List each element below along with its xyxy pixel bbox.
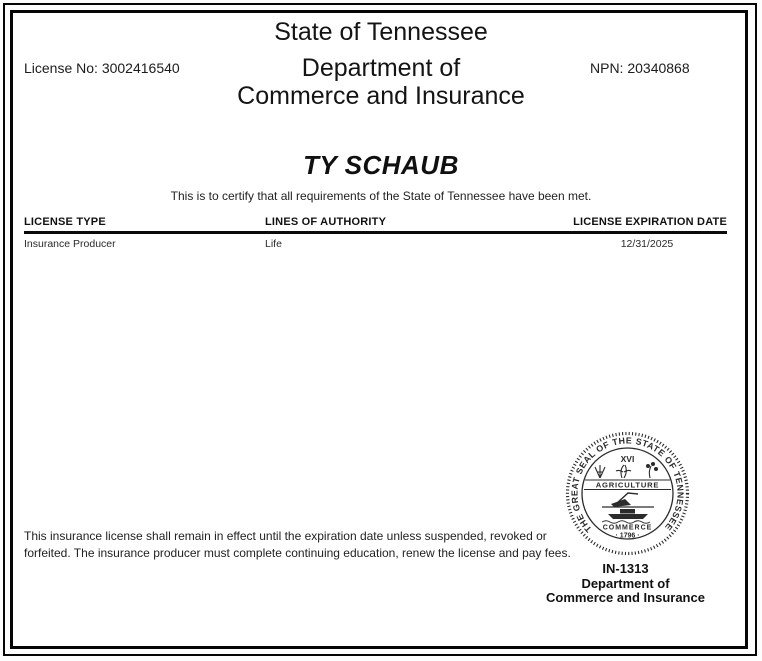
footer-dept-line1: Department of xyxy=(581,575,670,591)
seal-riverboat-icon xyxy=(602,509,650,523)
npn-number: NPN: 20340868 xyxy=(590,60,690,76)
seal-ring-text: THE GREAT SEAL OF THE STATE OF TENNESSEE xyxy=(569,435,686,535)
cell-expiration-date: 12/31/2025 xyxy=(620,238,674,250)
tennessee-state-seal-icon xyxy=(564,430,691,557)
seal-year-label: · 1796 · xyxy=(615,532,640,540)
footer-dept-line2: Commerce and Insurance xyxy=(546,590,705,605)
header-license-expiration-date: LICENSE EXPIRATION DATE xyxy=(573,216,727,228)
disclaimer-line2: forfeited. The insurance producer must complete continuing education, renew the license and pay fees. xyxy=(24,545,571,560)
seal-agriculture-label: AGRICULTURE xyxy=(595,480,660,490)
department-line1: Department of xyxy=(301,54,461,82)
header-license-type: LICENSE TYPE xyxy=(24,216,106,228)
license-table xyxy=(24,216,727,250)
certification-statement: This is to certify that all requirements of the State of Tennessee have been met. xyxy=(170,189,592,203)
footer-identification xyxy=(528,562,723,606)
header-lines-of-authority: LINES OF AUTHORITY xyxy=(265,216,387,228)
table-row xyxy=(24,234,727,250)
license-number: License No: 3002416540 xyxy=(24,60,180,76)
license-table-header-row xyxy=(24,216,727,234)
seal-cotton-bolls-icon xyxy=(646,462,658,471)
seal-plow-icon xyxy=(602,493,654,507)
disclaimer-line1: This insurance license shall remain in effect until the expiration date unless suspended, revoked or xyxy=(24,529,547,543)
licensee-name: TY SCHAUB xyxy=(303,150,459,180)
department-line2: Commerce and Insurance xyxy=(237,82,525,110)
seal-numeral: XVI xyxy=(620,454,635,464)
disclaimer-paragraph xyxy=(24,528,571,561)
cell-lines-of-authority: Life xyxy=(265,238,282,250)
seal-commerce-label: COMMERCE xyxy=(602,524,653,532)
seal-plants-icon xyxy=(595,465,651,478)
form-number: IN-1313 xyxy=(602,561,649,576)
state-title: State of Tennessee xyxy=(274,18,488,46)
cell-license-type: Insurance Producer xyxy=(24,238,116,250)
